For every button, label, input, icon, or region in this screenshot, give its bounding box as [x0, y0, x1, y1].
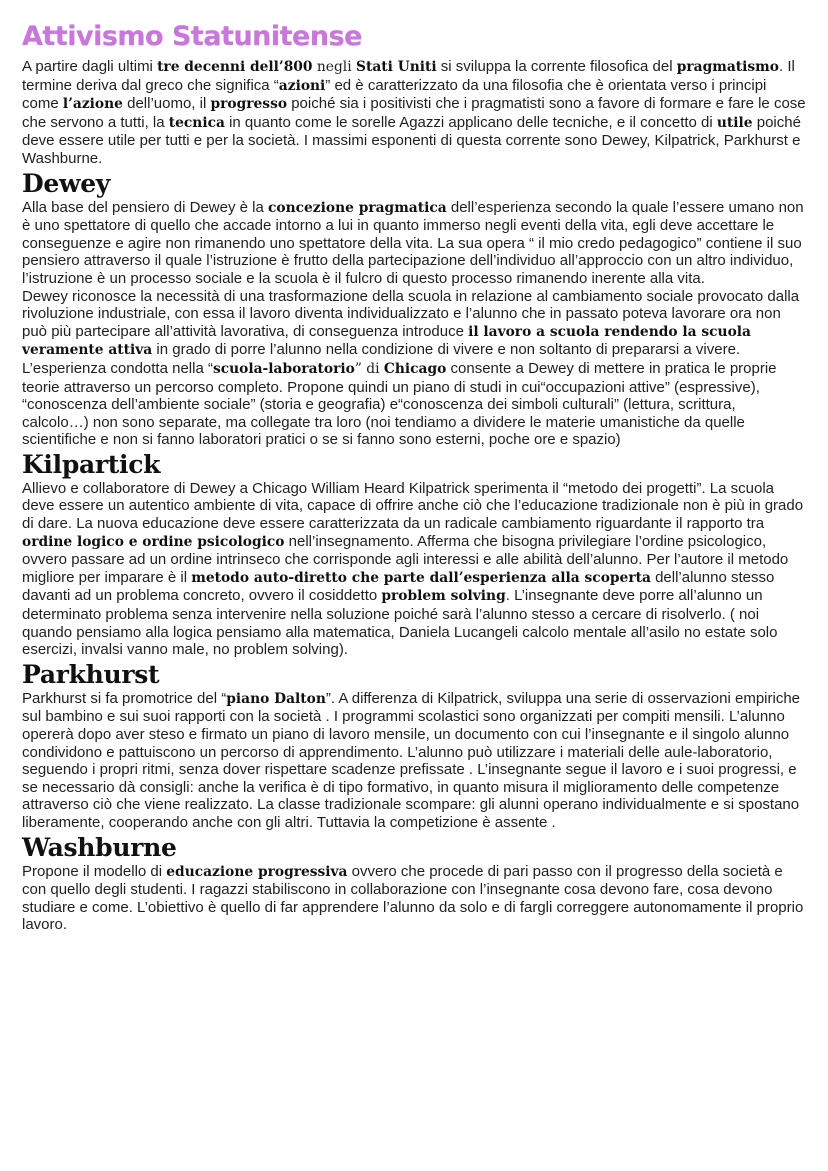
bold-term: utile	[716, 114, 753, 131]
text-run: Alla base del pensiero di Dewey è la	[22, 198, 268, 216]
bold-term: azioni	[278, 77, 326, 94]
dewey-paragraph-2	[22, 288, 806, 449]
text-run: Dewey riconosce la necessità di una trasformazione della scuola in relazione al cambiamento sociale provocato dalla rivoluzione industriale, con essa il lavoro diventa individualizzato e l’alunno che in passato poteva lavorare ora non può più partecipare all’attività lavorativa, di conseguenza introduce	[22, 287, 800, 340]
section-heading-parkhurst: Parkhurst	[22, 659, 160, 689]
text-run: ” di	[354, 360, 384, 377]
washburne-paragraph	[22, 863, 806, 934]
text-run: si sviluppa la corrente filosofica del	[436, 58, 677, 75]
parkhurst-paragraph	[22, 690, 806, 832]
text-run: poiché deve essere utile per tutti e per la società. I massimi esponenti di questa corrente sono Dewey, Kilpatrick, Parkhurst e Washburne.	[22, 113, 801, 167]
text-run: consente a Dewey di mettere in pratica le proprie teorie attraverso un percorso completo. Propone quindi un piano di studi in cui“occupazioni attive” (espressive), “conoscenza dell’ambiente sociale” (storia e geografia) e“conoscenza dei simboli culturali” (lettura, scrittura, calcolo…) non sono separate, ma collegate tra loro (noi tendiamo a dividere le materie umanistiche da quelle scientifiche e non si fanno laboratori pratici o se si fanno sono esterni, poche ore e spazio)	[22, 359, 777, 449]
text-run: negli	[312, 59, 356, 75]
bold-term: l’azione	[62, 96, 123, 113]
bold-term: concezione pragmatica	[267, 199, 447, 216]
text-run: dell’alunno stesso davanti ad un problema concreto, ovvero il cosiddetto	[22, 568, 775, 605]
text-run: Allievo e collaboratore di Dewey a Chicago William Heard Kilpatrick sperimenta il “metodo dei progetti”. La scuola deve essere un autentico ambiente di vita, capace di offrire anche ciò che l’educazione tradizionale non è più in grado di dare. La nuova educazione deve essere caratterizzata da un radicale cambiamento riguardante il rapporto tra	[22, 479, 804, 533]
text-run: Propone il modello di	[22, 862, 167, 880]
page-title: Attivismo Statunitense	[22, 21, 362, 52]
text-run: nell’insegnamento. Afferma che bisogna privilegiare l’ordine psicologico, ovvero passare ad un ordine intrinseco che corrisponde agli interessi e alle abilità dell’alunno. Per l’autore il metodo migliore per imparare è il	[22, 532, 789, 586]
text-run: in grado di porre l’alunno nella condizione di vivere e non soltanto di prepararsi a vivere. L’esperienza condotta nella “	[22, 341, 741, 377]
bold-term: problem solving	[381, 588, 506, 605]
bold-term: ordine logico e ordine psicologico	[22, 533, 285, 550]
text-run: poiché sia i positivisti che i pragmatisti sono a favore di formare e fare le cose che servono a tutti, la	[22, 95, 806, 131]
kilpatrick-paragraph	[22, 480, 806, 659]
text-run: in quanto come le sorelle Agazzi applicano delle tecniche, e il concetto di	[224, 113, 717, 131]
bold-term: pragmatismo	[676, 59, 779, 75]
bold-term: metodo auto-diretto che parte dall’esperienza alla scoperta	[191, 569, 651, 586]
text-run: dell’esperienza secondo la quale l’essere umano non è uno spettatore di quello che accade intorno a lui in quanto immerso negli eventi della vita, egli deve accettare le conseguenze e agire non rimanendo uno spettatore della vita. La sua opera “ il mio credo pedagogico” contiene il suo pensiero attraverso il quale l’istruzione è frutto della partecipazione dell’individuo all’approccio con un altro individuo, l’istruzione è un processo sociale e la scuola è il fulcro di questo processo rimanendo inerente alla vita.	[22, 198, 804, 287]
bold-term: educazione progressiva	[166, 863, 348, 880]
text-run: dell’uomo, il	[122, 95, 211, 113]
text-run: . Il termine deriva dal greco che significa “	[22, 58, 795, 94]
bold-term: il lavoro a scuola rendendo la scuola veramente attiva	[22, 323, 751, 359]
text-run: Parkhurst si fa promotrice del “	[22, 689, 227, 707]
text-run: ” ed è caratterizzato da una filosofia che è orientata verso i principi come	[22, 76, 767, 113]
section-heading-washburne: Washburne	[22, 832, 177, 862]
dewey-paragraph-1	[22, 199, 806, 288]
text-run: A partire dagli ultimi	[22, 58, 158, 75]
section-heading-kilpatrick: Kilpartick	[22, 449, 161, 479]
text-run: . L’insegnante deve porre all’alunno un determinato problema senza intervenire nella soluzione poiché sarà l’alunno stesso a cercare di risolverlo. ( noi quando pensiamo alla logica pensiamo alla matematica, Daniela Lucangeli calcolo mentale all’asilo no estate solo esercizi, invalsi vanno male, no problem solving).	[22, 587, 778, 659]
bold-term: piano Dalton	[226, 690, 326, 707]
section-heading-dewey: Dewey	[22, 168, 111, 198]
text-run: ovvero che procede di pari passo con il progresso della società e con quello degli studenti. I ragazzi stabiliscono in collaborazione con l’insegnante cosa devono fare, cosa devono studiare e come. L’obiettivo è quello di far apprendere l’alunno da solo e di fargli correggere autonomamente il proprio lavoro.	[22, 862, 804, 934]
bold-term: scuola-laboratorio	[212, 360, 355, 377]
bold-term: tre decenni dell’800	[157, 59, 313, 75]
text-run: ”. A differenza di Kilpatrick, sviluppa una serie di osservazioni empiriche sul bambino e sui suoi rapporti con la società . I programmi scolastici sono organizzati per compiti mensili. L’alunno opererà dopo aver steso e firmato un piano di lavoro mensile, un documento con cui l’insegnante e il singolo alunno condividono e pattuiscono un percorso di apprendimento. L’alunno può utilizzare i materiali delle aule-laboratorio, seguendo i propri ritmi, senza dover rispettare scadenze prefissate . L’insegnante segue il lavoro e i suoi progressi, e se necessario dà consigli: anche la verifica è di tipo formativo, in quanto misura il miglioramento delle competenze attraverso ciò che viene realizzato. La classe tradizionale scompare: gli alunni operano individualmente e si spostano liberamente, cooperando anche con gli altri. Tuttavia la competizione è assente .	[22, 689, 801, 831]
bold-term: progresso	[210, 96, 288, 113]
bold-term: Stati Uniti	[356, 59, 437, 75]
intro-paragraph	[22, 58, 806, 168]
bold-term: tecnica	[168, 114, 225, 131]
bold-term: Chicago	[383, 360, 447, 377]
